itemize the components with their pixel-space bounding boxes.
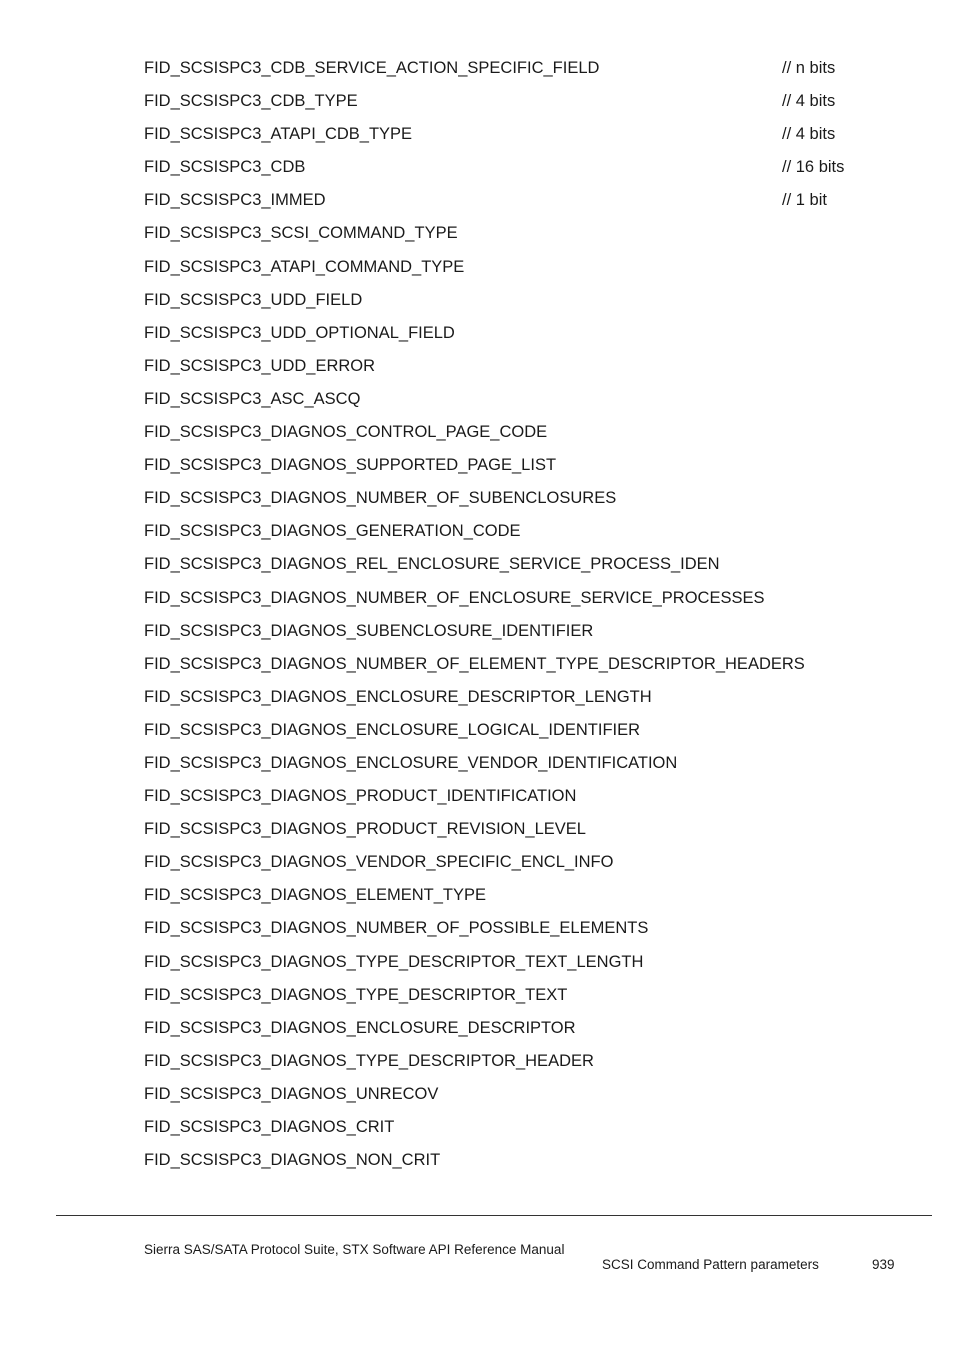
field-name: FID_SCSISPC3_DIAGNOS_SUPPORTED_PAGE_LIST — [144, 456, 557, 475]
field-name: FID_SCSISPC3_DIAGNOS_GENERATION_CODE — [144, 522, 521, 541]
field-name: FID_SCSISPC3_DIAGNOS_ENCLOSURE_VENDOR_IDENTIFICATION — [144, 753, 678, 772]
field-name: FID_SCSISPC3_DIAGNOS_ELEMENT_TYPE — [144, 886, 487, 905]
field-name: FID_SCSISPC3_UDD_ERROR — [144, 356, 376, 375]
field-row — [0, 1012, 954, 1045]
field-name: FID_SCSISPC3_DIAGNOS_REL_ENCLOSURE_SERVICE_PROCESS_IDEN — [144, 555, 720, 574]
field-name: FID_SCSISPC3_DIAGNOS_ENCLOSURE_DESCRIPTOR_LENGTH — [144, 687, 652, 706]
field-row — [0, 1111, 954, 1144]
field-name: FID_SCSISPC3_SCSI_COMMAND_TYPE — [144, 224, 458, 243]
field-id-list — [0, 52, 954, 1177]
field-name: FID_SCSISPC3_DIAGNOS_CONTROL_PAGE_CODE — [144, 423, 548, 442]
field-row — [0, 946, 954, 979]
field-name: FID_SCSISPC3_UDD_OPTIONAL_FIELD — [144, 323, 455, 342]
field-row — [0, 846, 954, 879]
field-row — [0, 383, 954, 416]
field-row — [0, 251, 954, 284]
field-row — [0, 350, 954, 383]
field-name: FID_SCSISPC3_CDB_SERVICE_ACTION_SPECIFIC_FIELD — [144, 59, 600, 77]
field-name: FID_SCSISPC3_CDB_TYPE — [144, 92, 358, 111]
field-row — [0, 1144, 954, 1177]
field-row — [0, 582, 954, 615]
field-row — [0, 151, 954, 184]
field-name: FID_SCSISPC3_DIAGNOS_TYPE_DESCRIPTOR_TEXT_LENGTH — [144, 952, 644, 971]
field-bit-comment: // n bits — [782, 59, 836, 77]
field-name: FID_SCSISPC3_DIAGNOS_TYPE_DESCRIPTOR_TEXT — [144, 985, 568, 1004]
field-row — [0, 548, 954, 581]
field-bit-comment: // 16 bits — [782, 158, 845, 177]
field-name: FID_SCSISPC3_DIAGNOS_TYPE_DESCRIPTOR_HEADER — [144, 1051, 594, 1070]
field-row — [0, 648, 954, 681]
field-row — [0, 979, 954, 1012]
footer-section-title: SCSI Command Pattern parameters — [602, 1257, 819, 1272]
field-row — [0, 416, 954, 449]
field-name: FID_SCSISPC3_DIAGNOS_CRIT — [144, 1118, 395, 1136]
field-name: FID_SCSISPC3_DIAGNOS_ENCLOSURE_LOGICAL_IDENTIFIER — [144, 720, 641, 739]
field-row — [0, 52, 954, 85]
field-row — [0, 1078, 954, 1111]
field-row — [0, 317, 954, 350]
field-row — [0, 449, 954, 482]
field-row — [0, 813, 954, 846]
field-bit-comment: // 4 bits — [782, 125, 836, 144]
field-row — [0, 714, 954, 747]
field-row — [0, 85, 954, 118]
field-row — [0, 780, 954, 813]
field-row — [0, 118, 954, 151]
footer-manual-title: Sierra SAS/SATA Protocol Suite, STX Software API Reference Manual — [144, 1242, 565, 1257]
field-name: FID_SCSISPC3_DIAGNOS_NUMBER_OF_POSSIBLE_ELEMENTS — [144, 919, 649, 938]
field-name: FID_SCSISPC3_DIAGNOS_NUMBER_OF_ELEMENT_TYPE_DESCRIPTOR_HEADERS — [144, 654, 805, 673]
field-row — [0, 1045, 954, 1078]
field-name: FID_SCSISPC3_DIAGNOS_SUBENCLOSURE_IDENTIFIER — [144, 621, 594, 640]
field-name: FID_SCSISPC3_ASC_ASCQ — [144, 389, 361, 408]
field-row — [0, 912, 954, 945]
field-name: FID_SCSISPC3_ATAPI_COMMAND_TYPE — [144, 257, 465, 276]
field-row — [0, 184, 954, 217]
field-name: FID_SCSISPC3_DIAGNOS_ENCLOSURE_DESCRIPTOR — [144, 1018, 576, 1037]
field-name: FID_SCSISPC3_DIAGNOS_NUMBER_OF_SUBENCLOSURES — [144, 489, 617, 508]
field-name: FID_SCSISPC3_DIAGNOS_PRODUCT_REVISION_LEVEL — [144, 820, 586, 839]
field-name: FID_SCSISPC3_IMMED — [144, 191, 326, 210]
field-row — [0, 515, 954, 548]
field-row — [0, 217, 954, 250]
field-row — [0, 681, 954, 714]
field-name: FID_SCSISPC3_UDD_FIELD — [144, 290, 363, 309]
footer-page-number: 939 — [872, 1257, 895, 1272]
field-name: FID_SCSISPC3_DIAGNOS_VENDOR_SPECIFIC_ENCL_INFO — [144, 853, 614, 872]
field-bit-comment: // 1 bit — [782, 191, 827, 210]
field-name: FID_SCSISPC3_DIAGNOS_NUMBER_OF_ENCLOSURE_SERVICE_PROCESSES — [144, 588, 765, 607]
field-row — [0, 482, 954, 515]
field-row — [0, 284, 954, 317]
field-name: FID_SCSISPC3_DIAGNOS_NON_CRIT — [144, 1151, 441, 1170]
field-name: FID_SCSISPC3_DIAGNOS_UNRECOV — [144, 1084, 439, 1103]
field-row — [0, 747, 954, 780]
field-name: FID_SCSISPC3_CDB — [144, 158, 306, 177]
footer-divider — [56, 1215, 932, 1216]
field-bit-comment: // 4 bits — [782, 92, 836, 111]
field-name: FID_SCSISPC3_DIAGNOS_PRODUCT_IDENTIFICATION — [144, 787, 577, 806]
field-row — [0, 615, 954, 648]
field-row — [0, 879, 954, 912]
field-name: FID_SCSISPC3_ATAPI_CDB_TYPE — [144, 125, 413, 144]
